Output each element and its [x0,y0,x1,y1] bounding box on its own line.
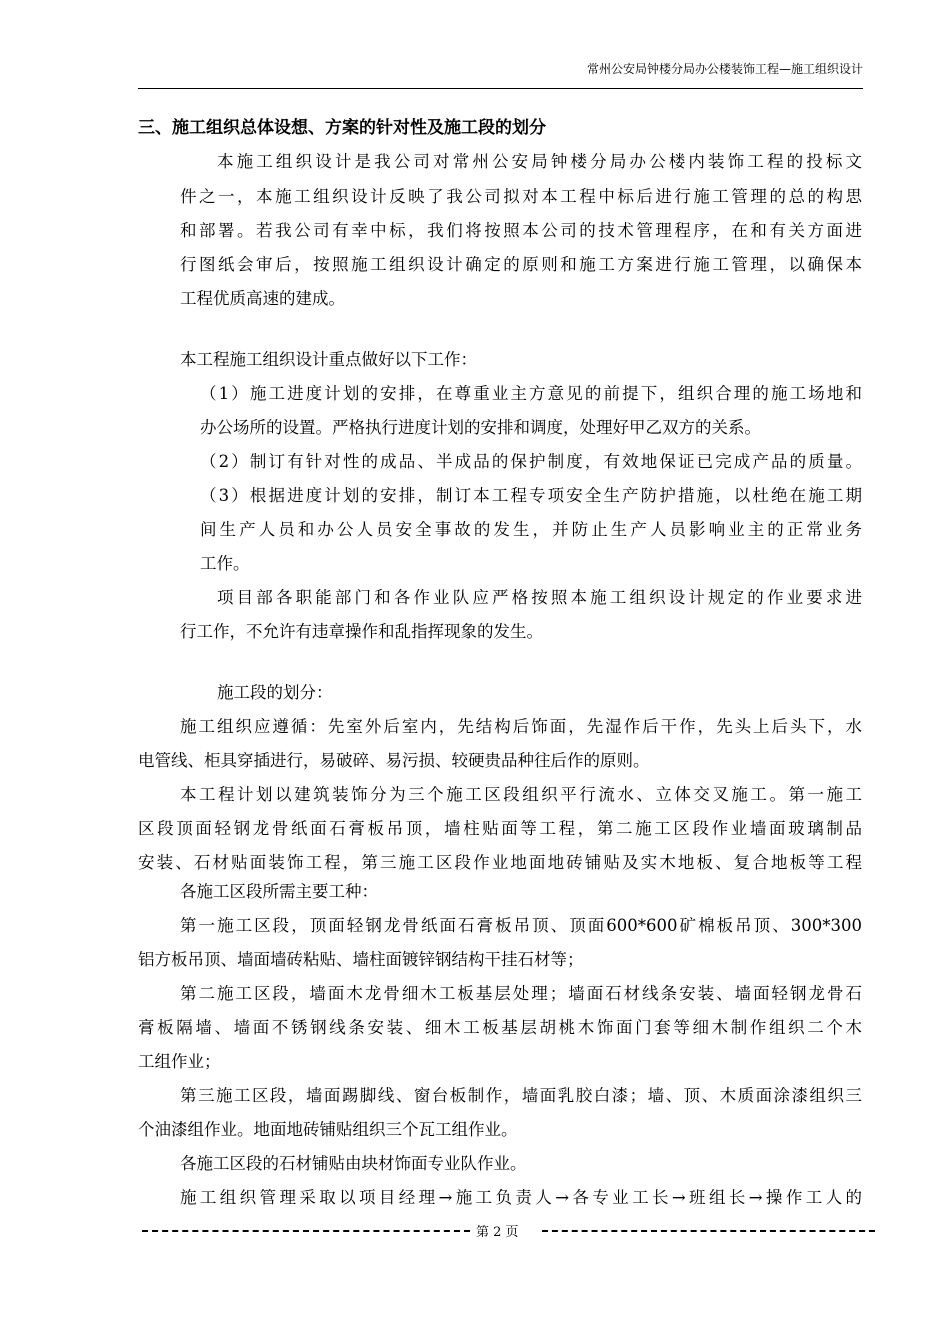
paragraph-line: 个油漆组作业。地面地砖铺贴组织三个瓦工组作业。 [138,1120,518,1139]
paragraph-line: 膏板隔墙、墙面不锈钢线条安装、细木工板基层胡桃木饰面门套等细木制作组织二个木 [138,1018,862,1037]
paragraph-line: 安装、石材贴面装饰工程，第三施工区段作业地面地砖铺贴及实木地板、复合地板等工程 [138,853,862,872]
footer-divider-right [542,1230,875,1232]
paragraph-line: 本施工组织设计是我公司对常州公安局钟楼分局办公楼内装饰工程的投标文 [217,152,862,171]
paragraph-line: 本工程计划以建筑装饰分为三个施工区段组织平行流水、立体交叉施工。第一施工 [180,785,862,804]
section-heading: 三、施工组织总体设想、方案的针对性及施工段的划分 [138,118,546,138]
list-item-line: 间生产人员和办公人员安全事故的发生，并防止生产人员影响业主的正常业务 [200,520,862,539]
paragraph-line: 工程优质高速的建成。 [180,289,345,308]
paragraph-line: 施工组织管理采取以项目经理→施工负责人→各专业工长→班组长→操作工人的 [180,1188,862,1207]
page-header [138,58,863,89]
paragraph-line: 行工作，不允许有违章操作和乱指挥现象的发生。 [180,622,543,641]
header-title: 常州公安局钟楼分局办公楼装饰工程—施工组织设计 [586,62,863,76]
page-number: 第 2 页 [476,1225,519,1240]
paragraph-line: 各施工区段所需主要工种： [180,882,378,901]
paragraph-line: 项目部各职能部门和各作业队应严格按照本施工组织设计规定的作业要求进 [217,588,862,607]
list-item-line: （3）根据进度计划的安排，制订本工程专项安全生产防护措施，以杜绝在施工期 [200,486,862,505]
paragraph-line: 铝方板吊顶、墙面墙砖粘贴、墙柱面镀锌钢结构干挂石材等； [138,950,584,969]
list-item-line: （1）施工进度计划的安排，在尊重业主方意见的前提下，组织合理的施工场地和 [200,384,862,403]
paragraph-line: 第一施工区段，顶面轻钢龙骨纸面石膏板吊顶、顶面600*600矿棉板吊顶、300*300 [180,916,862,935]
list-item-line: 工作。 [200,554,250,573]
paragraph-line: 第二施工区段，墙面木龙骨细木工板基层处理；墙面石材线条安装、墙面轻钢龙骨石 [180,984,862,1003]
paragraph-line: 和部署。若我公司有幸中标，我们将按照本公司的技术管理程序，在和有关方面进 [180,221,862,240]
footer-divider-left [142,1230,470,1232]
paragraph-line: 件之一，本施工组织设计反映了我公司拟对本工程中标后进行施工管理的总的构思 [180,187,862,206]
list-item-line: （2）制订有针对性的成品、半成品的保护制度，有效地保证已完成产品的质量。 [200,452,862,471]
paragraph-line: 施工组织应遵循：先室外后室内，先结构后饰面，先湿作后干作，先头上后头下，水 [180,717,862,736]
paragraph-line: 各施工区段的石材铺贴由块材饰面专业队作业。 [180,1154,527,1173]
paragraph-line: 电管线、柜具穿插进行，易破碎、易污损、较硬贵品种往后作的原则。 [138,751,650,770]
paragraph-line: 第三施工区段，墙面踢脚线、窗台板制作，墙面乳胶白漆；墙、顶、木质面涂漆组织三 [180,1086,862,1105]
subsection-title: 施工段的划分： [217,683,333,702]
paragraph-line: 行图纸会审后，按照施工组织设计确定的原则和施工方案进行施工管理，以确保本 [180,255,862,274]
paragraph-line: 本工程施工组织设计重点做好以下工作： [180,350,477,369]
paragraph-line: 区段顶面轻钢龙骨纸面石膏板吊顶，墙柱贴面等工程，第二施工区段作业墙面玻璃制品 [138,819,862,838]
paragraph-line: 工组作业； [138,1052,221,1071]
list-item-line: 办公场所的设置。严格执行进度计划的安排和调度，处理好甲乙双方的关系。 [200,418,761,437]
